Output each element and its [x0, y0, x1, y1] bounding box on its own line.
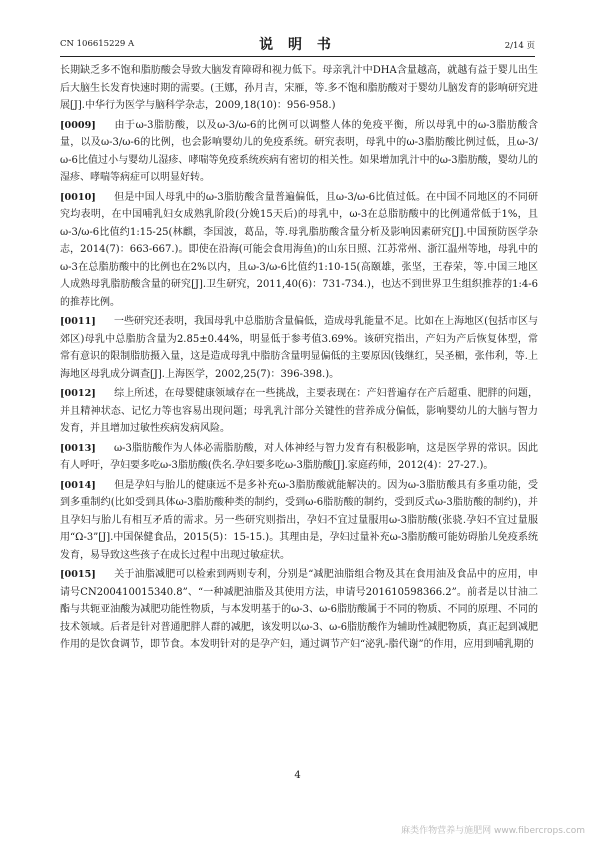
paragraph-number: [0015] — [60, 569, 96, 580]
page-indicator: 2/14 页 — [504, 41, 535, 51]
header-divider — [60, 56, 535, 57]
paragraph-text: ω-3脂肪酸作为人体必需脂肪酸，对人体神经与智力发育有积极影响，这是医学界的常识。因此有人呼吁，孕妇要多吃ω-3脂肪酸(佚名.孕妇要多吃ω-3脂肪酸[J].家庭药师，2012(4)：27-27.)。 — [60, 442, 538, 471]
paragraph-number: [0012] — [60, 388, 96, 399]
paragraph-continuation — [60, 62, 538, 115]
paragraph-0013 — [60, 440, 538, 475]
paragraph-number: [0011] — [60, 316, 96, 327]
paragraph-number: [0013] — [60, 442, 96, 454]
paragraph-number: [0010] — [60, 191, 96, 203]
paragraph-0015 — [60, 566, 538, 654]
paragraph-0014 — [60, 477, 538, 565]
paragraph-text: 综上所述，在母婴健康领域存在一些挑战，主要表现在：产妇普遍存在产后超重、肥胖的问题，并且精神状态、记忆力等也容易出现问题；母乳乳汁部分关键性的营养成分偏低，影响婴幼儿的大脑与智力发育，并且增加过敏性疾病发病风险。 — [60, 388, 538, 434]
site-watermark: 麻类作物营养与施肥网 www.fibercrops.com — [401, 826, 585, 836]
paragraph-text: 关于油脂减肥可以检索到两则专利，分别是“减肥油脂组合物及其在食用油及食品中的应用，申请号CN200410015340.8”、“一种减肥油脂及其使用方法，申请号201610598366.2”。前者是以甘油二酯与共轭亚油酸为减肥功能性物质，与本发明基于的ω-3、ω-6脂肪酸属于不同的物质、不同的原理、不同的技术领域。后者是针对普通肥胖人群的减肥，该发明以ω-3、ω-6脂肪酸作为辅助性减肥物质，真正起到减肥作用的是饮食调节，即节食。本发明针对的是孕产妇，通过调节产妇“泌乳-脂代谢”的作用，应用到哺乳期的 — [60, 569, 538, 650]
paragraph-0011 — [60, 313, 538, 383]
paragraph-text: 长期缺乏多不饱和脂肪酸会导致大脑发育障碍和视力低下。母亲乳汁中DHA含量越高，就越有益于婴儿出生后大脑生长发育快速时期的需要。(王娜，孙月吉，宋雁，等.多不饱和脂肪酸对于婴幼儿脑发育的影响研究进展[J].中华行为医学与脑科学杂志，2009,18(10)：956-958.) — [60, 65, 538, 111]
paragraph-text: 但是孕妇与胎儿的健康远不是多补充ω-3脂肪酸就能解决的。因为ω-3脂肪酸具有多重功能，受到多重制约(比如受到具体ω-3脂肪酸种类的制约，受到ω-6脂肪酸的制约，受到反式ω-3脂肪酸的制约)，并且孕妇与胎儿有相互矛盾的需求。另一些研究则指出，孕妇不宜过量服用ω-3脂肪酸(张骁.孕妇不宜过量服用“Ω-3”[J].中国保健食品，2015(5)：15-15.)。其理由是，孕妇过量补充ω-3脂肪酸可能妨碍胎儿免疫系统发育，易导致这些孩子在成长过程中出现过敏症状。 — [60, 479, 538, 561]
document-title: 说 明 书 — [259, 37, 336, 53]
paragraph-0009 — [60, 117, 538, 187]
paragraph-number: [0009] — [60, 119, 96, 131]
paragraph-0010 — [60, 189, 538, 312]
body-text — [60, 62, 538, 656]
paragraph-0012 — [60, 385, 538, 438]
page-number: 4 — [294, 770, 301, 781]
paragraph-text: 由于ω-3脂肪酸，以及ω-3/ω-6的比例可以调整人体的免疫平衡，所以母乳中的ω-3脂肪酸含量，以及ω-3/ω-6的比例，也会影响婴幼儿的免疫系统。研究表明，母乳中的ω-3脂肪酸比例过低，且ω-3/ω-6比值过小与婴幼儿湿疹、哮喘等免疫系统疾病有密切的相关性。如果增加乳汁中的ω-3脂肪酸，婴幼儿的湿疹、哮喘等病症可以明显好转。 — [60, 119, 538, 183]
paragraph-text: 一些研究还表明，我国母乳中总脂肪含量偏低，造成母乳能量不足。比如在上海地区(包括市区与郊区)母乳中总脂肪含量为2.85±0.44%，明显低于参考值3.69%。该研究指出，产妇为产后恢复体型，常常有意识的限制脂肪摄入量，这是造成母乳中脂肪含量明显偏低的主要原因(钱继红，吴圣楣，张伟利，等.上海地区母乳成分调查[J].上海医学，2002,25(7)：396-398.)。 — [60, 316, 538, 380]
paragraph-text: 但是中国人母乳中的ω-3脂肪酸含量普遍偏低，且ω-3/ω-6比值过低。在中国不同地区的不同研究均表明，在中国哺乳妇女成熟乳阶段(分娩15天后)的母乳中，ω-3在总脂肪酸中的比例通常低于1%，且ω-3/ω-6比值约1:15-25(林麒，李国波，葛品，等.母乳脂肪酸含量分析及影响因素研究[J].中国预防医学杂志，2014(7)：663-667.)。即使在沿海(可能会食用海鱼)的山东日照、江苏常州、浙江温州等地，母乳中的ω-3在总脂肪酸中的比例也在2%以内，且ω-3/ω-6比值约1:10-15(高颐雄，张坚，王春荣，等.中国三地区人成熟母乳脂肪酸含量的研究[J].卫生研究，2011,40(6)：731-734.)，也达不到世界卫生组织推荐的1:4-6的推荐比例。 — [60, 191, 538, 308]
publication-number: CN 106615229 A — [60, 39, 135, 49]
paragraph-number: [0014] — [60, 479, 96, 491]
page-header — [60, 34, 535, 54]
